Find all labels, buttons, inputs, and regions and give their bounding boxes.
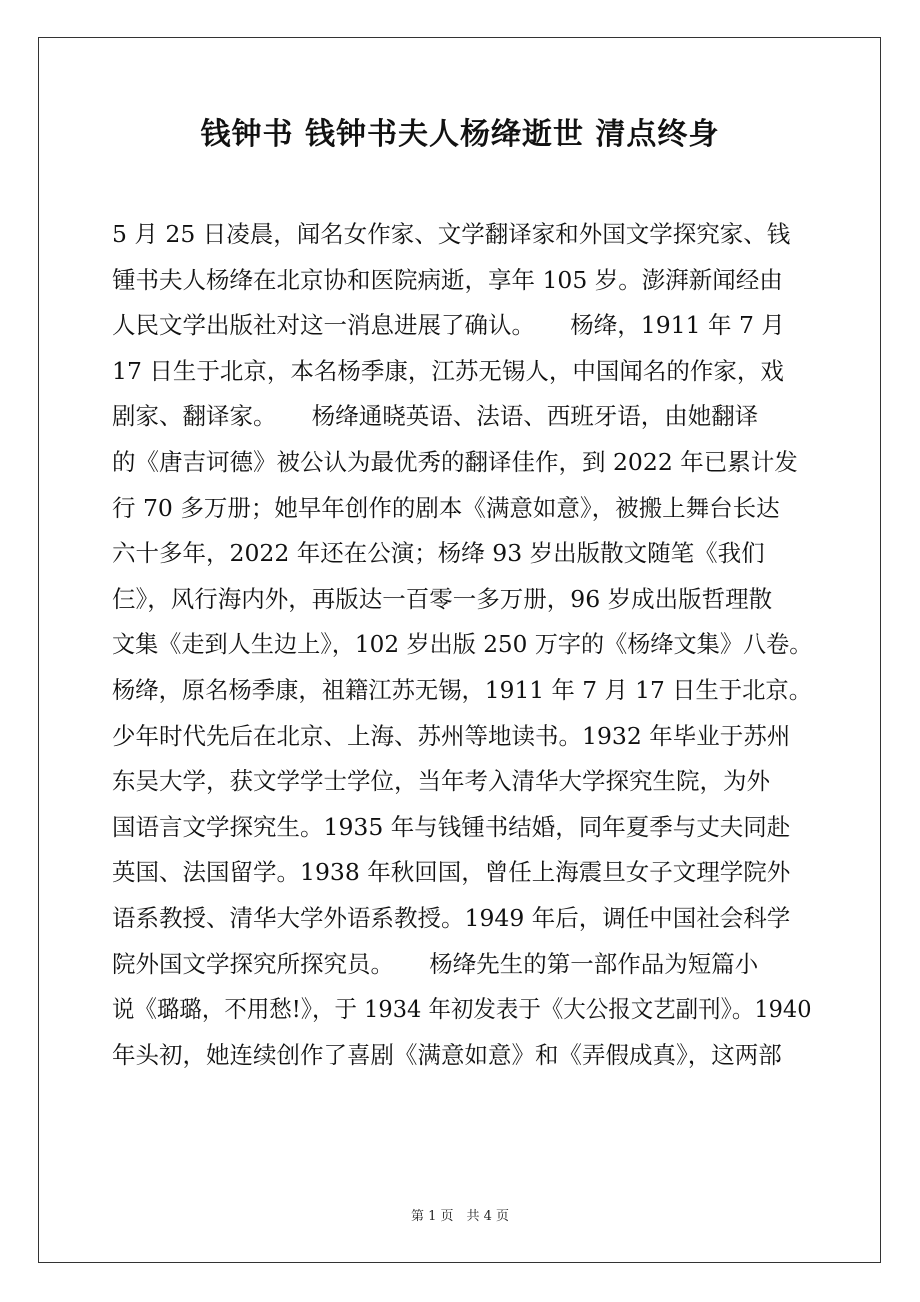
body-text-line: 说《璐璐，不用愁!》，于 1934 年初发表于《大公报文艺副刊》。1940: [112, 995, 812, 1024]
body-text-line: 少年时代先后在北京、上海、苏州等地读书。1932 年毕业于苏州: [112, 721, 791, 750]
body-text-line: 行 70 多万册；她早年创作的剧本《满意如意》，被搬上舞台长达: [112, 493, 780, 522]
body-text-line: 六十多年，2022 年还在公演；杨绛 93 岁出版散文随笔《我们: [112, 539, 765, 568]
body-text-line: 院外国文学探究所探究员。 杨绛先生的第一部作品为短篇小: [112, 949, 759, 978]
body-text-line: 文集《走到人生边上》，102 岁出版 250 万字的《杨绛文集》八卷。: [112, 630, 813, 659]
page-footer: 第 1 页 共 4 页: [410, 1209, 510, 1224]
body-text-line: 仨》，风行海内外，再版达一百零一多万册，96 岁成出版哲理散: [112, 584, 773, 613]
body-text-line: 17 日生于北京，本名杨季康，江苏无锡人，中国闻名的作家，戏: [112, 356, 784, 385]
body-text-line: 锺书夫人杨绛在北京协和医院病逝，享年 105 岁。澎湃新闻经由: [112, 265, 783, 294]
body-text-line: 剧家、翻译家。 杨绛通晓英语、法语、西班牙语，由她翻译: [112, 402, 759, 431]
document-title: 钱钟书 钱钟书夫人杨绛逝世 清点终身: [200, 117, 720, 152]
body-text-line: 英国、法国留学。1938 年秋回国，曾任上海震旦女子文理学院外: [112, 858, 791, 887]
body-text-line: 的《唐吉诃德》被公认为最优秀的翻译佳作，到 2022 年已累计发: [112, 447, 798, 476]
body-text-line: 东吴大学，获文学学士学位，当年考入清华大学探究生院，为外: [112, 767, 770, 796]
body-text-line: 国语言文学探究生。1935 年与钱锺书结婚，同年夏季与丈夫同赴: [112, 812, 791, 841]
body-text-line: 年头初，她连续创作了喜剧《满意如意》和《弄假成真》，这两部: [112, 1040, 782, 1069]
body-text-line: 5 月 25 日凌晨，闻名女作家、文学翻译家和外国文学探究家、钱: [112, 220, 791, 248]
body-text-line: 人民文学出版社对这一消息进展了确认。 杨绛，1911 年 7 月: [112, 311, 785, 340]
body-text-line: 杨绛，原名杨季康，祖籍江苏无锡，1911 年 7 月 17 日生于北京。: [112, 675, 813, 704]
body-text-line: 语系教授、清华大学外语系教授。1949 年后，调任中国社会科学: [112, 903, 791, 932]
document-body: [112, 212, 812, 1078]
